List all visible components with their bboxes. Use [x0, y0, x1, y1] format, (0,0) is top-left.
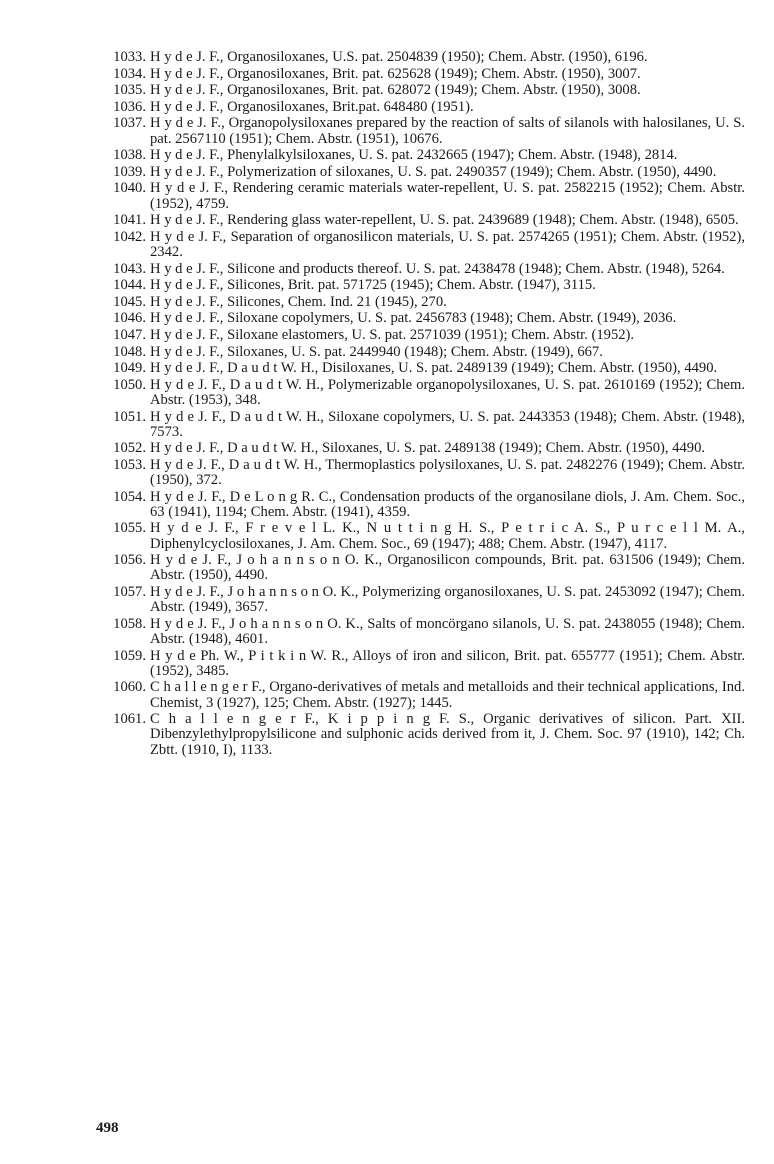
- reference-entry: [100, 490, 745, 520]
- reference-text: Condensation products of the organosilane diols, J. Am. Chem. Soc., 63 (1941), 1194; Chem. Abstr. (1941), 4359.: [150, 488, 746, 520]
- reference-number: 1034.: [113, 65, 146, 82]
- reference-author: H y d e J. F.,: [150, 163, 224, 180]
- reference-number: 1041.: [113, 212, 146, 229]
- reference-text: Silicone and products thereof. U. S. pat. 2438478 (1948); Chem. Abstr. (1948), 5264.: [223, 260, 725, 277]
- reference-number: 1058.: [113, 615, 146, 632]
- reference-entry: [100, 649, 745, 679]
- reference-author: H y d e J. F., D a u d t W. H.,: [150, 360, 319, 377]
- reference-entry: [100, 278, 745, 293]
- reference-entry: [100, 295, 745, 310]
- reference-text: Organosiloxanes, Brit. pat. 628072 (1949); Chem. Abstr. (1950), 3008.: [223, 82, 641, 99]
- reference-entry: [100, 410, 745, 440]
- reference-number: 1038.: [113, 147, 146, 164]
- reference-number: 1033.: [113, 49, 146, 65]
- reference-text: Organopolysiloxanes prepared by the reaction of salts of silanols with halosilanes, U. S. pat. 2567110 (1951); Chem. Abstr. (1951), 10676.: [150, 115, 745, 147]
- page-number: 498: [96, 1120, 119, 1136]
- reference-entry: [100, 441, 745, 456]
- reference-author: H y d e J. F.,: [150, 147, 224, 164]
- reference-number: 1045.: [113, 293, 146, 310]
- reference-text: Polymerizable organopolysiloxanes, U. S. pat. 2610169 (1952); Chem. Abstr. (1953), 348.: [150, 376, 745, 408]
- reference-text: Organosiloxanes, Brit. pat. 625628 (1949); Chem. Abstr. (1950), 3007.: [223, 65, 641, 82]
- reference-number: 1044.: [113, 277, 146, 294]
- reference-entry: [100, 116, 745, 146]
- reference-number: 1055.: [113, 520, 146, 537]
- reference-author: H y d e J. F.,: [150, 293, 224, 310]
- reference-author: H y d e J. F.,: [150, 82, 224, 99]
- reference-text: Silicones, Brit. pat. 571725 (1945); Chem. Abstr. (1947), 3115.: [223, 277, 596, 294]
- reference-author: H y d e J. F., D a u d t W. H.,: [150, 408, 324, 425]
- reference-text: Salts of moncörgano silanols, U. S. pat. 2438055 (1948); Chem. Abstr. (1948), 4601.: [150, 615, 745, 648]
- reference-author: H y d e J. F.,: [150, 310, 224, 327]
- reference-author: H y d e J. F., D a u d t W. H.,: [150, 440, 319, 457]
- reference-text: Separation of organosilicon materials, U. S. pat. 2574265 (1951); Chem. Abstr. (1952), 2342.: [150, 228, 745, 260]
- reference-entry: [100, 361, 745, 376]
- reference-entry: [100, 345, 745, 360]
- reference-number: 1052.: [113, 440, 146, 457]
- reference-text: Thermoplastics polysiloxanes, U. S. pat. 2482276 (1949); Chem. Abstr. (1950), 372.: [150, 456, 745, 489]
- reference-number: 1043.: [113, 260, 146, 277]
- reference-entry: [100, 50, 745, 65]
- reference-text: Siloxane elastomers, U. S. pat. 2571039 (1951); Chem. Abstr. (1952).: [223, 326, 635, 343]
- reference-author: H y d e J. F., J o h a n n s o n O. K.,: [150, 615, 364, 632]
- reference-author: H y d e J. F., D e L o n g R. C.,: [150, 488, 336, 505]
- reference-entry: [100, 165, 745, 180]
- reference-entry: [100, 148, 745, 163]
- reference-number: 1042.: [113, 228, 146, 245]
- reference-text: Polymerizing organosiloxanes, U. S. pat. 2453092 (1947); Chem. Abstr. (1949), 3657.: [150, 584, 745, 616]
- reference-text: Siloxane copolymers, U. S. pat. 2443353 (1948); Chem. Abstr. (1948), 7573.: [150, 408, 745, 440]
- reference-entry: [100, 617, 745, 647]
- reference-text: Organosiloxanes, Brit.pat. 648480 (1951).: [223, 98, 474, 115]
- reference-entry: [100, 378, 745, 408]
- reference-text: Organosilicon compounds, Brit. pat. 631506 (1949); Chem. Abstr. (1950), 4490.: [150, 552, 745, 584]
- reference-text: Organosiloxanes, U.S. pat. 2504839 (1950); Chem. Abstr. (1950), 6196.: [223, 49, 648, 65]
- reference-text: Silicones, Chem. Ind. 21 (1945), 270.: [223, 293, 447, 310]
- reference-entry: [100, 311, 745, 326]
- reference-entry: [100, 712, 745, 758]
- reference-number: 1054.: [113, 488, 146, 505]
- reference-author: H y d e J. F.,: [150, 260, 224, 277]
- reference-author: H y d e J. F.,: [150, 343, 224, 360]
- reference-author: H y d e Ph. W., P i t k i n W. R.,: [150, 647, 349, 664]
- reference-entry: [100, 680, 745, 710]
- reference-entry: [100, 67, 745, 82]
- reference-entry: [100, 553, 745, 583]
- reference-number: 1056.: [113, 552, 146, 569]
- reference-author: H y d e J. F.,: [150, 115, 225, 132]
- reference-author: H y d e J. F.,: [150, 98, 224, 115]
- reference-text: Phenylalkylsiloxanes, U. S. pat. 2432665 (1947); Chem. Abstr. (1948), 2814.: [223, 147, 678, 164]
- reference-text: Organo-derivatives of metals and metalloids and their technical applications, Ind. Chemist, 3 (1927), 125; Chem. Abstr. (1927); 1445.: [150, 679, 745, 711]
- reference-text: Rendering ceramic materials water-repellent, U. S. pat. 2582215 (1952); Chem. Abstr. (1952), 4759.: [150, 180, 745, 212]
- reference-text: Siloxane copolymers, U. S. pat. 2456783 (1948); Chem. Abstr. (1949), 2036.: [223, 310, 677, 327]
- reference-entry: [100, 458, 745, 488]
- reference-text: Siloxanes, U. S. pat. 2449940 (1948); Chem. Abstr. (1949), 667.: [223, 343, 603, 360]
- reference-number: 1051.: [113, 408, 146, 425]
- reference-author: H y d e J. F.,: [150, 326, 224, 343]
- reference-entry: [100, 83, 745, 98]
- reference-author: H y d e J. F., J o h a n n s o n O. K.,: [150, 552, 383, 569]
- reference-author: H y d e J. F.,: [150, 228, 227, 245]
- reference-author: H y d e J. F.,: [150, 180, 229, 197]
- reference-entry: [100, 230, 745, 260]
- reference-author: C h a l l e n g e r F., K i p p i n g F. S.,: [150, 711, 475, 728]
- reference-number: 1040.: [113, 180, 146, 197]
- reference-author: H y d e J. F.,: [150, 65, 224, 82]
- reference-number: 1047.: [113, 326, 146, 343]
- reference-number: 1050.: [113, 376, 146, 393]
- reference-entry: [100, 213, 745, 228]
- reference-number: 1060.: [113, 679, 146, 696]
- reference-author: H y d e J. F., D a u d t W. H.,: [150, 376, 324, 393]
- reference-entry: [100, 181, 745, 211]
- reference-list: [100, 50, 745, 759]
- reference-entry: [100, 585, 745, 615]
- reference-number: 1037.: [113, 115, 146, 132]
- reference-text: Organic derivatives of silicon. Part. XII. Dibenzylethylpropylsilicone and sulphonic acids derived from it, J. Chem. Soc. 97 (1910), 142; Ch. Zbtt. (1910, I), 1133.: [150, 711, 745, 758]
- reference-number: 1053.: [113, 456, 146, 473]
- reference-number: 1035.: [113, 82, 146, 99]
- reference-text: Rendering glass water-repellent, U. S. pat. 2439689 (1948); Chem. Abstr. (1948), 6505.: [223, 212, 739, 229]
- reference-author: H y d e J. F., F r e v e l L. K., N u t t i n g H. S., P e t r i c A. S., P u r c e l l M. A.,: [150, 520, 745, 537]
- reference-text: Alloys of iron and silicon, Brit. pat. 655777 (1951); Chem. Abstr. (1952), 3485.: [150, 647, 745, 679]
- reference-number: 1036.: [113, 98, 146, 115]
- reference-author: H y d e J. F., J o h a n n s o n O. K.,: [150, 584, 359, 601]
- reference-text: Diphenylcyclosiloxanes, J. Am. Chem. Soc., 69 (1947); 488; Chem. Abstr. (1947), 4117.: [150, 535, 668, 552]
- reference-author: H y d e J. F.,: [150, 49, 224, 65]
- reference-author: H y d e J. F.,: [150, 277, 224, 294]
- reference-entry: [100, 262, 745, 277]
- reference-number: 1039.: [113, 163, 146, 180]
- reference-number: 1046.: [113, 310, 146, 327]
- reference-entry: [100, 521, 745, 551]
- reference-author: H y d e J. F.,: [150, 212, 224, 229]
- reference-text: Disiloxanes, U. S. pat. 2489139 (1949); Chem. Abstr. (1950), 4490.: [318, 360, 718, 377]
- reference-number: 1049.: [113, 360, 146, 377]
- reference-number: 1061.: [113, 711, 146, 728]
- reference-text: Polymerization of siloxanes, U. S. pat. 2490357 (1949); Chem. Abstr. (1950), 4490.: [223, 163, 717, 180]
- reference-text: Siloxanes, U. S. pat. 2489138 (1949); Chem. Abstr. (1950), 4490.: [318, 440, 706, 457]
- reference-author: H y d e J. F., D a u d t W. H.,: [150, 456, 322, 473]
- reference-author: C h a l l e n g e r F.,: [150, 679, 266, 696]
- reference-number: 1059.: [113, 647, 146, 664]
- reference-entry: [100, 100, 745, 115]
- reference-number: 1057.: [113, 584, 146, 601]
- reference-number: 1048.: [113, 343, 146, 360]
- reference-entry: [100, 328, 745, 343]
